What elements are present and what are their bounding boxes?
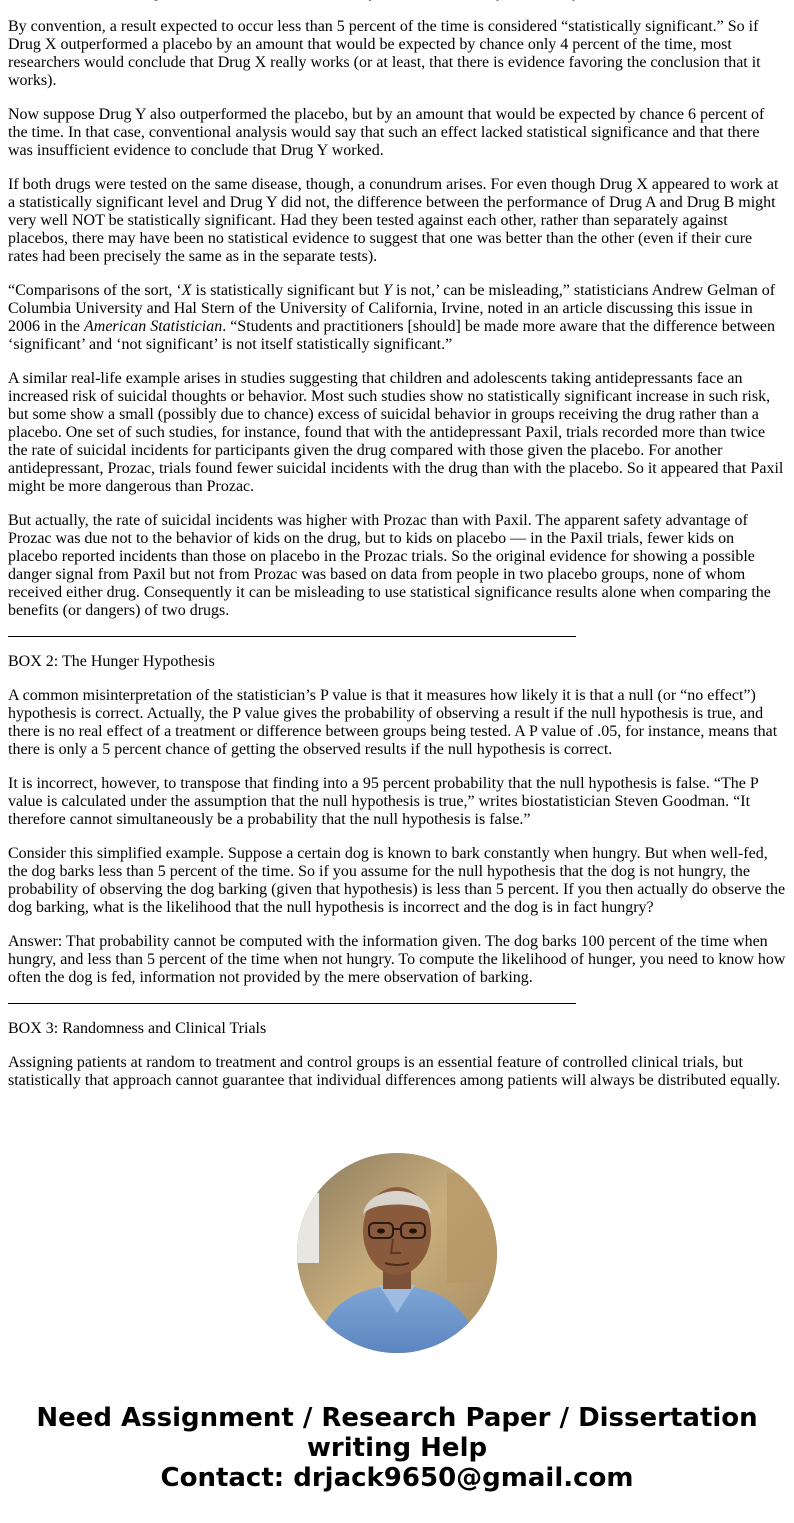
box3-paragraph-1: Assigning patients at random to treatment and control groups is an essential feature of controlled clinical trials, but statistically that approach cannot guarantee that individual differences among patients will always be distributed equally. xyxy=(8,1054,781,1089)
promo-line-1: Need Assignment / Research Paper / Dissertation xyxy=(36,1403,758,1433)
box2-paragraph-2: It is incorrect, however, to transpose that finding into a 95 percent probability that the null hypothesis is false. “The P value is calculated under the assumption that the null hypothesis is true,” writes biostatistician Steven Goodman. “It therefore cannot simultaneously be a probability that the null hypothesis is false.” xyxy=(8,775,759,828)
promo-banner xyxy=(0,1403,794,1493)
paragraph-prozac-paxil: But actually, the rate of suicidal incidents was higher with Prozac than with Paxil. The apparent safety advantage of Prozac was due not to the behavior of kids on the drug, but to kids on placebo — in the Paxil trials, fewer kids on placebo reported incidents than those on placebo in the Prozac trials. So the original evidence for showing a possible danger signal from Paxil but not from Prozac was based on data from people in two placebo groups, none of whom received either drug. Consequently it can be misleading to use statistical significance results alone when comparing the benefits (or dangers) of two drugs. xyxy=(8,512,771,619)
section-divider xyxy=(8,636,576,637)
quote-part-c: is not,’ can be misleading,” statisticians Andrew Gelman of Columbia University and Hal Stern of the University of California, Irvine, noted in an article discussing this issue in 2006 in the xyxy=(8,282,776,335)
promo-contact: Contact: drjack9650@gmail.com xyxy=(160,1463,634,1493)
paragraph-conundrum: If both drugs were tested on the same disease, though, a conundrum arises. For even though Drug X appeared to work at a statistically significant level and Drug Y did not, the difference between the performance of Drug A and Drug B might very well NOT be statistically significant. Had they been tested against each other, rather than separately against placebos, there may have been no statistical evidence to suggest that one was better than the other (even if their cure rates had been precisely the same as in the separate tests). xyxy=(8,176,779,265)
journal-name: American Statistician xyxy=(84,318,223,335)
box2-paragraph-3: Consider this simplified example. Suppose a certain dog is known to bark constantly when hungry. But when well-fed, the dog barks less than 5 percent of the time. So if you assume for the null hypothesis that the dog is not hungry, the probability of observing the dog barking (given that hypothesis) is less than 5 percent. If you then actually do observe the dog barking, what is the likelihood that the null hypothesis is incorrect and the dog is in fact hungry? xyxy=(8,845,786,916)
box2-paragraph-1: A common misinterpretation of the statistician’s P value is that it measures how likely it is that a null (or “no effect”) hypothesis is correct. Actually, the P value gives the probability of observing a result if the null hypothesis is true, and there is no real effect of a treatment or difference between groups being tested. A P value of .05, for instance, means that there is only a 5 percent chance of getting the observed results if the null hypothesis is correct. xyxy=(8,687,778,758)
paragraph-fragment xyxy=(8,0,786,2)
paragraph-convention: By convention, a result expected to occur less than 5 percent of the time is considered “statistically significant.” So if Drug X outperformed a placebo by an amount that would be expected by chance only 4 percent of the time, most researchers would conclude that Drug X really works (or at least, that there is evidence favoring the conclusion that it works). xyxy=(8,18,761,89)
section-divider xyxy=(8,1003,576,1004)
author-photo xyxy=(297,1153,497,1353)
paragraph-antidepressants: A similar real-life example arises in studies suggesting that children and adolescents taking antidepressants face an increased risk of suicidal thoughts or behavior. Most such studies show no statistically significant increase in such risk, but some show a small (possibly due to chance) excess of suicidal behavior in groups receiving the drug rather than a placebo. One set of such studies, for instance, found that with the antidepressant Paxil, trials recorded more than twice the rate of suicidal incidents for participants given the drug compared with those given the placebo. For another antidepressant, Prozac, trials found fewer suicidal incidents with the drug than with the placebo. So it appeared that Paxil might be more dangerous than Prozac. xyxy=(8,370,784,495)
quote-part-d: . “Students and practitioners [should] be made more aware that the difference between ‘significant’ and ‘not significant’ is not itself statistically significant.” xyxy=(8,318,776,353)
paragraph-drug-y: Now suppose Drug Y also outperformed the placebo, but by an amount that would be expected by chance 6 percent of the time. In that case, conventional analysis would say that such an effect lacked statistical significance and that there was insufficient evidence to conclude that Drug Y worked. xyxy=(8,106,765,159)
quote-y: Y xyxy=(383,282,392,299)
quote-x: X xyxy=(181,282,192,299)
article-body xyxy=(8,0,786,1123)
box2-paragraph-4: Answer: That probability cannot be computed with the information given. The dog barks 100 percent of the time when hungry, and less than 5 percent of the time when not hungry. To compute the likelihood of hunger, you need to know how often the dog is fed, information not provided by the mere observation of barking. xyxy=(8,933,786,986)
quote-part-a: “Comparisons of the sort, ‘ xyxy=(8,282,182,299)
promo-line-2: writing Help xyxy=(306,1433,488,1463)
box3-title: BOX 3: Randomness and Clinical Trials xyxy=(8,1020,267,1037)
box2-title: BOX 2: The Hunger Hypothesis xyxy=(8,653,215,670)
paragraph-gelman-quote xyxy=(8,282,786,354)
quote-part-b: is statistically significant but xyxy=(191,282,384,299)
avatar xyxy=(297,1153,497,1353)
